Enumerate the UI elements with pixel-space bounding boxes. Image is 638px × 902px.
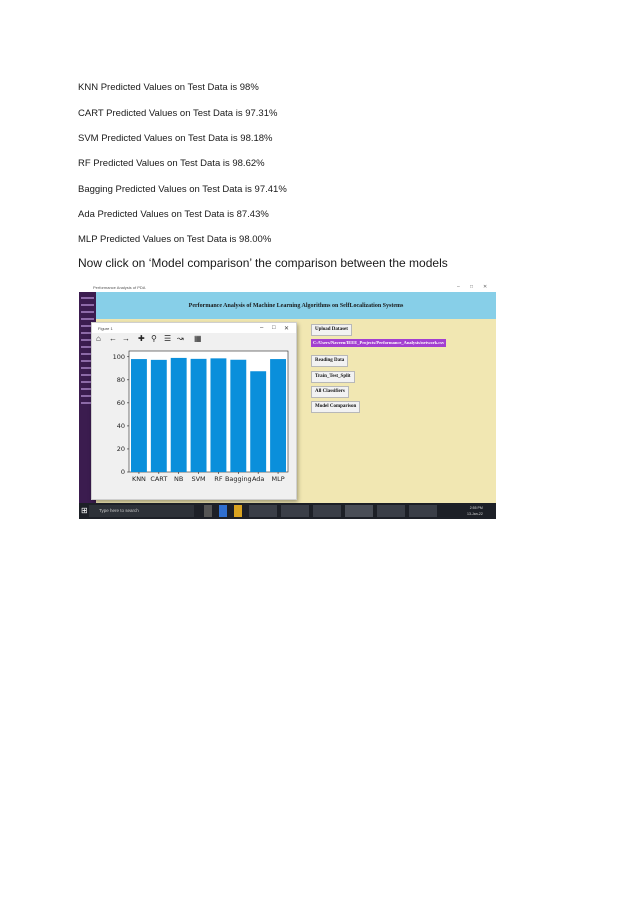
maximize-icon[interactable]: □ <box>470 284 474 290</box>
taskbar-app-2[interactable] <box>281 505 309 517</box>
app-window-title: Performance Analysis of PDA <box>93 285 146 290</box>
y-tick-label: 40 <box>116 421 125 430</box>
x-tick-label: Bagging <box>224 475 252 483</box>
app-screenshot <box>79 283 496 519</box>
result-line-mlp: MLP Predicted Values on Test Data is 98.00% <box>78 234 272 245</box>
close-icon[interactable]: ✕ <box>483 284 488 290</box>
taskbar-app-6[interactable] <box>409 505 437 517</box>
bar-ada <box>250 371 266 472</box>
result-line-rf: RF Predicted Values on Test Data is 98.62% <box>78 158 265 169</box>
back-icon[interactable]: ← <box>109 334 117 343</box>
taskbar-time: 2:55 PM <box>469 506 483 510</box>
edge-icon[interactable] <box>219 505 227 517</box>
taskbar-app-3[interactable] <box>313 505 341 517</box>
y-tick-label: 100 <box>112 352 125 361</box>
file-explorer-icon[interactable] <box>234 505 242 517</box>
bar-nb <box>171 358 187 472</box>
bar-knn <box>131 359 147 472</box>
y-tick-label: 20 <box>116 444 125 453</box>
model-comparison-chart <box>92 347 296 497</box>
bar-bagging <box>230 360 246 472</box>
x-tick-label: KNN <box>131 475 146 483</box>
instruction-heading: Now click on ‘Model comparison’ the comparison between the models <box>78 256 448 270</box>
windows-start-icon[interactable]: ⊞ <box>81 506 88 515</box>
dataset-path-label: C:/Users/Naveen/IEEE_Projects/Performance_Analysis/network.csv <box>313 340 445 345</box>
figure-window-title: Figure 1 <box>98 326 113 331</box>
train-test-split-button[interactable]: Train_Test_Split <box>311 371 355 383</box>
configure-icon[interactable]: ☰ <box>164 334 172 343</box>
figure-window <box>91 322 297 500</box>
figure-close-icon[interactable]: ✕ <box>284 326 290 332</box>
y-tick-label: 60 <box>116 398 125 407</box>
result-line-svm: SVM Predicted Values on Test Data is 98.18% <box>78 133 273 144</box>
edit-icon[interactable]: ↝ <box>177 334 184 343</box>
reading-data-button[interactable]: Reading Data <box>311 355 348 367</box>
minimize-icon[interactable]: – <box>457 284 460 290</box>
result-line-cart: CART Predicted Values on Test Data is 97.31% <box>78 108 278 119</box>
zoom-icon[interactable]: ⚲ <box>151 334 157 343</box>
pan-icon[interactable]: ✚ <box>138 334 145 343</box>
x-tick-label: MLP <box>271 475 285 483</box>
upload-dataset-button[interactable]: Upload Dataset <box>311 324 352 336</box>
all-classifiers-button[interactable]: All Classifiers <box>311 386 349 398</box>
result-line-bagging: Bagging Predicted Values on Test Data is 97.41% <box>78 184 287 195</box>
y-tick-label: 0 <box>120 468 125 476</box>
figure-maximize-icon[interactable]: □ <box>272 325 276 331</box>
bar-cart <box>151 360 167 472</box>
x-tick-label: RF <box>214 475 223 483</box>
taskbar-clock <box>467 505 483 517</box>
task-view-icon[interactable] <box>204 505 212 517</box>
banner-title: Performance Analysis of Machine Learning Algorithms on SelfLocalization Systems <box>188 303 404 309</box>
taskbar-app-5[interactable] <box>377 505 405 517</box>
y-tick-label: 80 <box>116 375 125 384</box>
app-titlebar <box>79 283 496 292</box>
model-comparison-button[interactable]: Model Comparison <box>311 401 360 413</box>
home-icon[interactable]: ⌂ <box>96 334 101 343</box>
save-icon[interactable]: ▦ <box>194 334 202 343</box>
figure-minimize-icon[interactable]: – <box>260 325 264 331</box>
x-tick-label: CART <box>150 475 168 483</box>
x-tick-label: Ada <box>251 475 265 483</box>
bar-mlp <box>270 359 286 472</box>
taskbar-app-4[interactable] <box>345 505 373 517</box>
bar-rf <box>210 358 226 472</box>
figure-titlebar <box>92 323 296 333</box>
taskbar-search-box[interactable]: Type here to search <box>89 505 194 517</box>
windows-taskbar <box>79 503 496 519</box>
x-tick-label: SVM <box>191 475 206 483</box>
bar-svm <box>191 359 207 472</box>
app-banner <box>96 292 496 319</box>
taskbar-app-1[interactable] <box>249 505 277 517</box>
result-line-ada: Ada Predicted Values on Test Data is 87.43% <box>78 209 269 220</box>
taskbar-date: 13-Jan-22 <box>467 512 483 516</box>
forward-icon[interactable]: → <box>122 334 130 343</box>
x-tick-label: NB <box>174 475 184 483</box>
result-line-knn: KNN Predicted Values on Test Data is 98% <box>78 82 259 93</box>
